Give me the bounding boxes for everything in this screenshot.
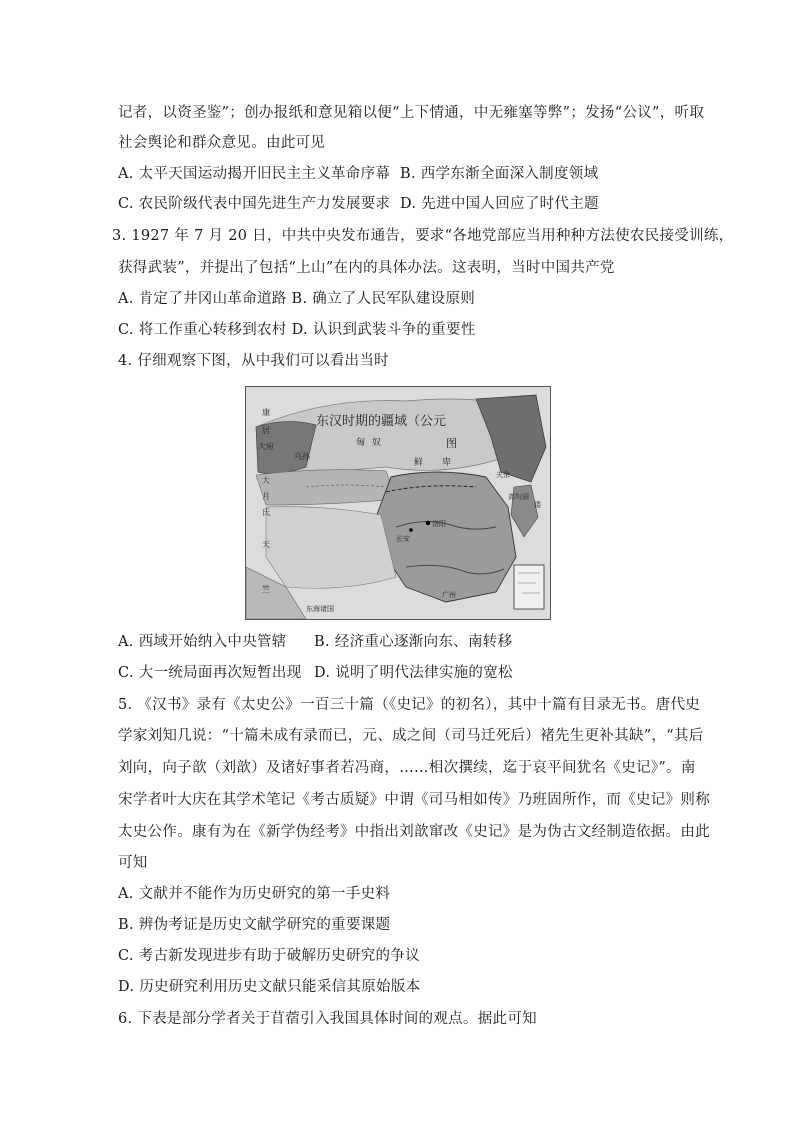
map-label-fuyu: 夫余 [496,471,510,479]
q4-option-a[interactable]: A. 西域开始纳入中央管辖 [118,634,287,650]
map-label-shi: 氏 [262,508,270,517]
q5-stem-line-2: 学家刘知几说：“十篇未成有录而已，元、成之间（司马迁死后）褚先生更补其缺”，“其后 [118,728,704,744]
map-label-dayuan: 大宛 [258,442,274,451]
map-label-luoyang: 洛阳 [432,520,446,528]
map-label-wusun: 乌孙 [294,452,310,461]
map-label-bei: 卑 [442,458,452,468]
map-title: 东汉时期的疆域（公元 [316,414,447,429]
q4-option-b[interactable]: B. 经济重心逐渐向东、南转移 [314,634,513,650]
map-label-xiong: 匈 [356,438,366,448]
q2-options-cd [118,194,599,214]
map-label-nu: 奴 [372,438,382,448]
map-label-tian: 天 [262,540,270,549]
q2-option-d[interactable]: D. 先进中国人回应了时代主题 [400,196,599,212]
q2-option-a[interactable]: A. 太平天国运动揭开旧民主主义革命序幕 [118,166,391,182]
map-label-donghai: 东海诸国 [306,605,334,613]
q3-options-cd[interactable]: C. 将工作重心转移到农村 D. 认识到武装斗争的重要性 [118,322,476,338]
q3-stem-line-1: 3. 1927 年 7 月 20 日，中共中央发布通告，要求“各地党部应当用种种方法使农民接受训练， [112,228,734,244]
q5-stem-line-4: 宋学者叶大庆在其学术笔记《考古质疑》中谓《司马相如传》乃班固所作，而《史记》则称 [118,792,710,808]
q5-option-d[interactable]: D. 历史研究利用历史文献只能采信其原始版本 [118,979,421,995]
q4-option-d[interactable]: D. 说明了明代法律实施的宽松 [314,665,513,681]
map-label-gaogouli: 高句丽 [508,493,529,501]
q2-option-c[interactable]: C. 农民阶级代表中国先进生产力发展要求 [118,196,391,212]
map-label-yue: 月 [262,492,270,501]
map-label-ju: 居 [262,426,270,435]
q5-stem-line-6: 可知 [118,855,148,871]
q2-stem-line-1: 记者，以资圣鉴”；创办报纸和意见箱以便“上下情通，中无雍塞等弊”；发扬“公议”，听取 [118,105,705,121]
q5-option-b[interactable]: B. 辨伪考证是历史文献学研究的重要课题 [118,917,391,933]
q4-option-c[interactable]: C. 大一统局面再次短暂出现 [118,665,302,681]
q4-stem: 4. 仔细观察下图，从中我们可以看出当时 [118,353,389,369]
q5-stem-line-1: 5. 《汉书》录有《太史公》一百三十篇（《史记》的初名），其中十篇有目录无书。唐代史 [118,697,701,713]
map-label-changan: 长安 [396,535,410,543]
map-label-kang: 康 [262,408,270,417]
q4-options-ab [118,632,512,652]
q4-options-cd [118,663,513,683]
q3-options-ab[interactable]: A. 肯定了井冈山革命道路 B. 确立了人民军队建设原则 [118,291,476,307]
q3-stem-line-2: 获得武装”，并提出了包括“上山”在内的具体办法。这表明，当时中国共产党 [118,260,615,276]
map-label-wo: 倭 [534,501,541,509]
q5-stem-line-5: 太史公作。康有为在《新学伪经考》中指出刘歆窜改《史记》是为伪古文经制造依据。由此 [118,824,710,840]
q5-stem-line-3: 刘向，向子歆（刘歆）及诸好事者若冯商，……相次撰续，迄于哀平间犹名《史记》”。南 [118,760,696,776]
map-title-2: 图 [446,437,457,450]
historical-map [245,386,551,620]
q5-option-c[interactable]: C. 考古新发现进步有助于破解历史研究的争议 [118,948,420,964]
map-label-zhu: 竺 [262,585,270,594]
q2-stem-line-2: 社会舆论和群众意见。由此可见 [118,135,326,151]
q6-stem: 6. 下表是部分学者关于苜蓿引入我国具体时间的观点。据此可知 [118,1011,537,1027]
map-label-da: 大 [262,476,270,485]
map-svg [246,387,550,619]
q5-option-a[interactable]: A. 文献并不能作为历史研究的第一手史料 [118,886,391,902]
q2-option-b[interactable]: B. 西学东渐全面深入制度领域 [400,166,599,182]
q2-options-ab [118,164,598,184]
map-label-xian: 鲜 [414,458,424,468]
map-label-guangzhou: 广州 [442,591,456,599]
